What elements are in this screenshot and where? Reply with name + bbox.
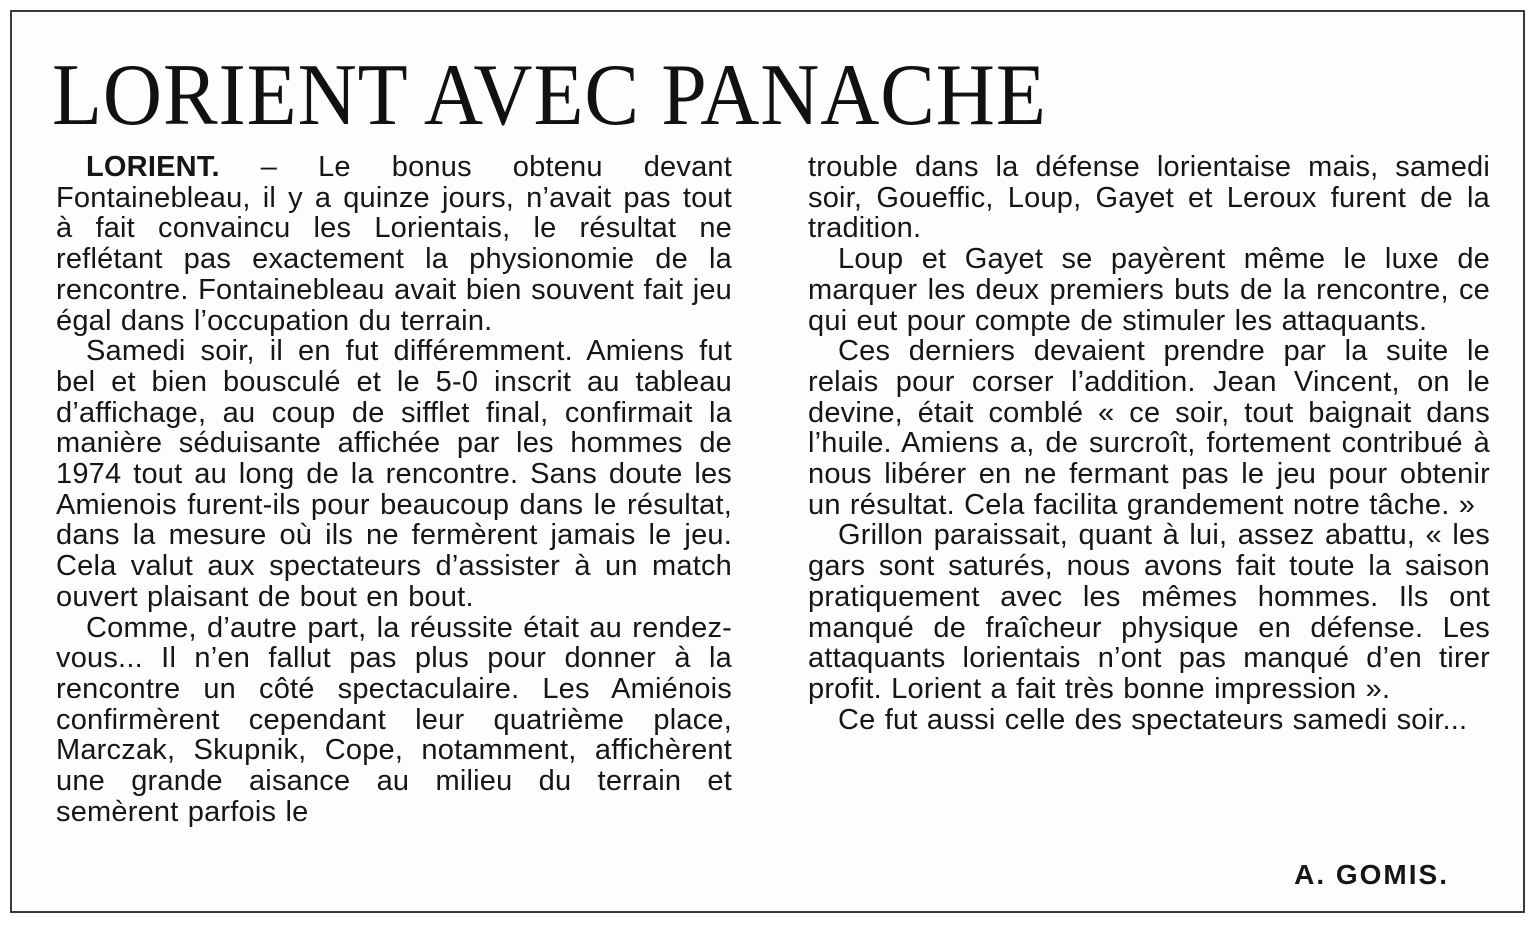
paragraph-3-end: trouble dans la défense lorientaise mais, samedi soir, Goueffic, Loup, Gayet et Leroux furent de la tradition.	[808, 151, 1490, 245]
newspaper-clipping	[10, 10, 1525, 913]
dateline: LORIENT.	[86, 151, 220, 183]
paragraph-1	[56, 152, 732, 336]
paragraph-2: Samedi soir, il en fut différemment. Amiens fut bel et bien bousculé et le 5-0 inscrit au tableau d’affichage, au coup de sifflet final, confirmait la manière séduisante affichée par les hommes de 1974 tout au long de la rencontre. Sans doute les Amienois furent-ils pour beaucoup dans le résultat, dans la mesure où ils ne fermèrent jamais le jeu. Cela valut aux spectateurs d’assister à un match ouvert plaisant de bout en bout.	[56, 335, 732, 613]
article-column-right	[808, 152, 1490, 735]
article-column-left	[56, 152, 732, 827]
paragraph-5: Ces derniers devaient prendre par la suite le relais pour corser l’addition. Jean Vincent, on le devine, était comblé « ce soir, tout baignait dans l’huile. Amiens a, de surcroît, fortement contribué à nous libérer en ne fermant pas le jeu pour obtenir un résultat. Cela facilita grandement notre tâche. »	[808, 335, 1490, 521]
paragraph-3-start: Comme, d’autre part, la réussite était au rendez-vous... Il n’en fallut pas plus pour donner à la rencontre un côté spectaculaire. Les Amiénois confirmèrent cependant leur quatrième place, Marczak, Skupnik, Cope, notamment, affichèrent une grande aisance au milieu du terrain et semèrent parfois le	[56, 611, 732, 828]
paragraph-3-full	[12, 12, 13, 13]
headline: LORIENT AVEC PANACHE	[52, 47, 1047, 144]
paragraph-4: Loup et Gayet se payèrent même le luxe de marquer les deux premiers buts de la rencontre, ce qui eut pour compte de stimuler les attaquants.	[808, 243, 1490, 337]
paragraph-7: Ce fut aussi celle des spectateurs samedi soir...	[838, 703, 1468, 736]
paragraph-1-text: Le bonus obtenu devant Fontainebleau, il y a quinze jours, n’avait pas tout à fait convaincu les Lorientais, le résultat ne reflétant pas exactement la physionomie de la rencontre. Fontainebleau avait bien souvent fait jeu égal dans l’occupation du terrain.	[56, 151, 732, 337]
paragraph-6: Grillon paraissait, quant à lui, assez abattu, « les gars sont saturés, nous avons fait toute la saison pratiquement avec les mêmes hommes. Ils ont manqué de fraîcheur physique en défense. Les attaquants lorientais n’ont pas manqué d’en tirer profit. Lorient a fait très bonne impression ».	[808, 519, 1490, 705]
dateline-dash: –	[219, 151, 319, 183]
author-signature: A. GOMIS.	[1294, 859, 1449, 890]
